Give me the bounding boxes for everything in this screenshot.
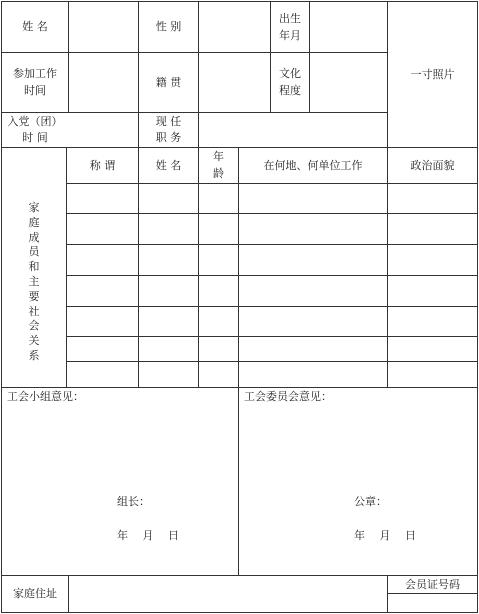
birth-label-line1: 出生 (279, 12, 301, 25)
home-address-label: 家庭住址 (13, 587, 57, 600)
group-date-label: 年 月 日 (117, 529, 179, 542)
work-start-label-line1: 参加工作 (13, 67, 57, 80)
line-family-row (66, 336, 478, 337)
line-footer-col-68 (68, 575, 69, 613)
union-group-opinion-label: 工会小组意见： (7, 390, 84, 403)
col-age-line2: 龄 (213, 167, 224, 180)
line-row2-bottom (1, 112, 387, 113)
col-relation: 称 谓 (89, 159, 116, 172)
line-col-198-top (198, 1, 199, 147)
position-label-line1: 现 任 (155, 115, 182, 128)
line-family-row (66, 244, 478, 245)
birth-label-line2: 年月 (279, 29, 301, 42)
gender-label: 性 别 (155, 20, 182, 33)
line-family-row (66, 361, 478, 362)
line-footer-mid (387, 593, 478, 594)
line-row1-bottom (1, 52, 387, 53)
family-section-label: 家庭成员和主要社会关系 (28, 201, 40, 362)
line-family-bottom (1, 387, 478, 388)
union-committee-opinion-label: 工会委员会意见： (244, 390, 332, 403)
border-bottom (1, 612, 478, 613)
border-right (477, 1, 478, 613)
photo-label: 一寸照片 (410, 68, 455, 81)
line-col-68-top (68, 1, 69, 112)
line-family-row (66, 183, 478, 184)
col-workplace: 在何地、何单位工作 (263, 159, 363, 172)
group-leader-signature-label: 组长： (117, 495, 150, 508)
line-opinions-divider (238, 387, 239, 575)
line-row3-bottom (1, 147, 478, 148)
border-top (1, 1, 478, 2)
education-label-line1: 文化 (279, 67, 301, 80)
official-seal-label: 公章： (354, 495, 387, 508)
committee-date-label: 年 月 日 (354, 529, 416, 542)
party-join-label-line1: 入党（团） (7, 115, 63, 128)
line-col-309 (309, 1, 310, 112)
line-family-row (66, 306, 478, 307)
position-label-line2: 职 务 (155, 131, 182, 144)
party-join-label-line2: 时 间 (22, 131, 48, 144)
line-family-row (66, 213, 478, 214)
col-political-status: 政治面貌 (410, 159, 455, 172)
name-label: 姓 名 (22, 20, 48, 33)
line-family-row (66, 275, 478, 276)
native-place-label: 籍 贯 (155, 76, 182, 89)
member-card-number-label: 会员证号码 (405, 578, 460, 591)
col-age-line1: 年 (213, 150, 224, 163)
work-start-label-line2: 时间 (24, 84, 46, 97)
line-opinions-bottom (1, 575, 478, 576)
education-label-line2: 程度 (279, 84, 301, 97)
col-name: 姓 名 (155, 159, 182, 172)
